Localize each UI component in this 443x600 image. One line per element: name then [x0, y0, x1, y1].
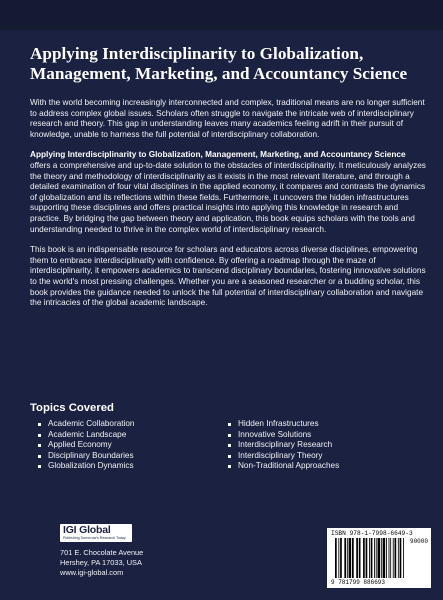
description-paragraph-1: With the world becoming increasingly interconnected and complex, traditional means are no longer sufficient to address complex global issues. Scholars often struggle to navigate the intricate web of interdisciplinary research and theory. This gap in understanding leaves many academics feeling adrift in their pursuit of knowledge, unable to harness the full potential of interdisciplinary collaboration. — [30, 98, 425, 139]
topic-item: Hidden Infrastructures — [228, 419, 339, 430]
topics-list-left — [38, 419, 134, 472]
publisher-block — [60, 524, 260, 579]
barcode-bar — [356, 538, 358, 578]
logo-tagline: Publishing Tomorrow's Research Today — [63, 536, 126, 540]
barcode-bar — [344, 538, 346, 578]
logo-text: IGI Global — [63, 524, 111, 536]
topics-heading: Topics Covered — [30, 402, 114, 414]
book-title: Applying Interdisciplinarity to Globalization, Management, Marketing, and Accountancy Science — [30, 44, 408, 83]
barcode-bar — [403, 538, 404, 578]
topic-item: Academic Landscape — [38, 430, 134, 441]
barcode-bar — [371, 538, 373, 578]
price-code: 90000 — [409, 538, 428, 545]
topic-item: Non-Traditional Approaches — [228, 461, 339, 472]
igi-global-logo — [60, 524, 132, 542]
barcode-bar — [369, 538, 370, 578]
topics-section — [30, 402, 426, 471]
barcode-bar — [352, 538, 354, 578]
address-line-1: 701 E. Chocolate Avenue — [60, 548, 144, 557]
barcode-bar — [374, 538, 375, 578]
ean-digits: 9 781799 886693 — [331, 579, 386, 586]
description-paragraph-3: This book is an indispensable resource for scholars and educators across diverse disciplines, empowering them to embrace interdisciplinarity with confidence. By offering a roadmap through the maze of interdisciplinarity, it empowers academics to transcend disciplinary boundaries, fostering innovative solutions to the world's most pressing challenges. Whether you are a seasoned researcher or a budding scholar, this book provides the guidance needed to unlock the full potential of interdisciplinary collaboration and navigate the intricacies of the global academic landscape. — [30, 245, 426, 308]
barcode-bar — [359, 538, 361, 578]
barcode-bar — [395, 538, 397, 578]
topic-item: Applied Economy — [38, 440, 134, 451]
topic-item: Academic Collaboration — [38, 419, 134, 430]
barcode-bar — [378, 538, 381, 578]
description-paragraph-2 — [30, 150, 426, 235]
top-band — [0, 0, 443, 30]
barcode-bar — [366, 538, 368, 578]
back-cover-content — [30, 44, 426, 319]
barcode-bar — [335, 538, 337, 578]
topic-item: Globalization Dynamics — [38, 461, 134, 472]
barcode-bar — [340, 538, 342, 578]
barcode-bar — [390, 538, 391, 578]
barcode-bar — [338, 538, 339, 578]
barcode-bar — [349, 538, 352, 578]
barcode-bar — [376, 538, 377, 578]
barcode-bar — [386, 538, 387, 578]
topic-item: Interdisciplinary Research — [228, 440, 339, 451]
barcode-bar — [381, 538, 382, 578]
inline-book-title: Applying Interdisciplinarity to Globalization, Management, Marketing, and Accountancy Science — [30, 150, 406, 160]
paragraph-2-text: offers a comprehensive and up-to-date solution to the obstacles of interdisciplinarity. It meticulously analyzes the theory and methodology of interdisciplinarity as it exists in the most relevant literature, and through a detailed examination of four vital disciplines in the applied economy, it compares and contrasts the dynamics of globalization and its reflections within these fields. Furthermore, it uncovers the hidden infrastructures supporting these disciplines and offers practical insights into applying this knowledge in research and practice. By bridging the gap between theory and application, this book equips scholars with the tools and understanding needed to thrive in the complex world of interdisciplinary research. — [30, 160, 426, 234]
publisher-website: www.igi-global.com — [60, 568, 124, 578]
barcode-bar — [383, 538, 386, 578]
barcode-bar — [398, 538, 399, 578]
barcode-bar — [400, 538, 402, 578]
topics-list-right — [228, 419, 339, 472]
isbn-barcode — [327, 528, 431, 588]
topic-item: Innovative Solutions — [228, 430, 339, 441]
topic-item: Disciplinary Boundaries — [38, 451, 134, 462]
barcode-bars — [335, 538, 405, 578]
barcode-bar — [393, 538, 394, 578]
isbn-text: ISBN 978-1-7998-6649-3 — [331, 530, 413, 537]
address-line-2: Hershey, PA 17033, USA — [60, 558, 142, 568]
barcode-bar — [389, 538, 390, 578]
barcode-bar — [347, 538, 348, 578]
topic-item: Interdisciplinary Theory — [228, 451, 339, 462]
barcode-bar — [363, 538, 365, 578]
